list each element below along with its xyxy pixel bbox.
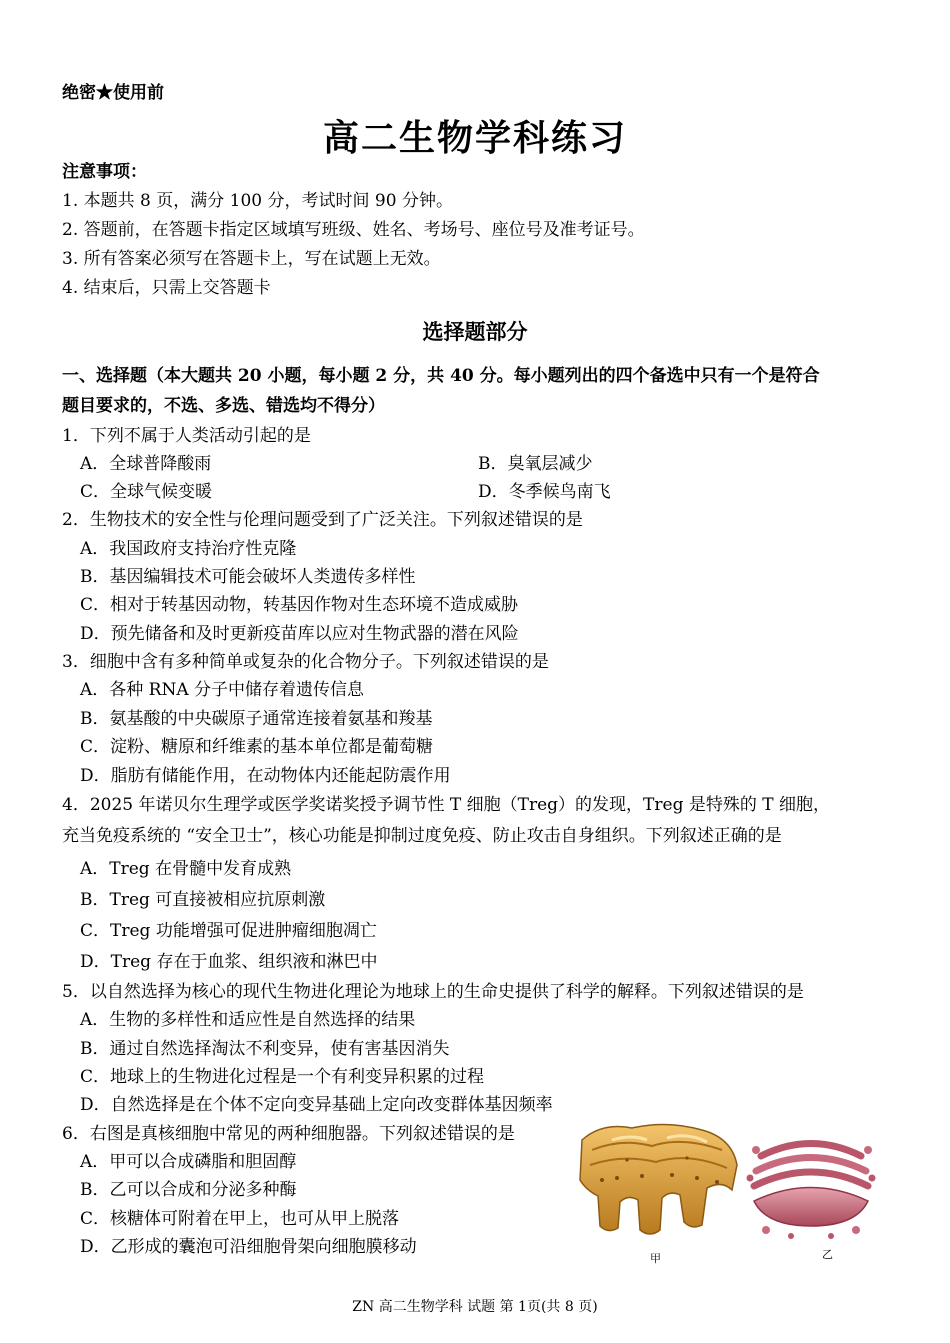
notes-heading: 注意事项： [62, 162, 147, 182]
option-d: D．乙形成的囊泡可沿细胞骨架向细胞膜移动 [80, 1237, 417, 1257]
option-d: D．Treg 存在于血浆、组织液和淋巴中 [80, 952, 378, 972]
note-item: 1. 本题共 8 页，满分 100 分，考试时间 90 分钟。 [62, 191, 453, 211]
question-stem: 4．2025 年诺贝尔生理学或医学奖诺奖授予调节性 T 细胞（Treg）的发现，Treg 是特殊的 T 细胞， [62, 795, 830, 815]
option-d: D．自然选择是在个体不定向变异基础上定向改变群体基因频率 [80, 1095, 553, 1115]
option-b: B．乙可以合成和分泌多种酶 [80, 1180, 297, 1200]
option-b: B．基因编辑技术可能会破坏人类遗传多样性 [80, 567, 416, 587]
option-c: C．相对于转基因动物，转基因作物对生态环境不造成威胁 [80, 595, 519, 615]
option-c: C．淀粉、糖原和纤维素的基本单位都是葡萄糖 [80, 737, 434, 757]
question-stem: 1．下列不属于人类活动引起的是 [62, 426, 311, 446]
page-footer: ZN 高二生物学科 试题 第 1页(共 8 页) [352, 1299, 598, 1315]
option-b: B．氨基酸的中央碳原子通常连接着氨基和羧基 [80, 709, 433, 729]
question-stem-cont: 充当免疫系统的 “安全卫士”，核心功能是抑制过度免疫、防止攻击自身组织。下列叙述正确的是 [62, 826, 782, 846]
option-d: D．冬季候鸟南飞 [478, 482, 611, 502]
confidential-mark: 绝密★使用前 [62, 83, 164, 103]
option-a: A．生物的多样性和适应性是自然选择的结果 [80, 1010, 416, 1030]
option-b: B．Treg 可直接被相应抗原刺激 [80, 890, 326, 910]
note-item: 4. 结束后，只需上交答题卡 [62, 278, 271, 298]
question-stem: 3．细胞中含有多种简单或复杂的化合物分子。下列叙述错误的是 [62, 652, 549, 672]
figure-label-jia: 甲 [650, 1252, 661, 1265]
section-title: 选择题部分 [422, 319, 528, 344]
option-a: A．各种 RNA 分子中储存着遗传信息 [80, 680, 365, 700]
question-stem: 2．生物技术的安全性与伦理问题受到了广泛关注。下列叙述错误的是 [62, 510, 583, 530]
option-d: D．预先储备和及时更新疫苗库以应对生物武器的潜在风险 [80, 624, 519, 644]
option-d: D．脂肪有储能作用，在动物体内还能起防震作用 [80, 766, 451, 786]
part-instructions-cont: 题目要求的，不选、多选、错选均不得分） [62, 396, 385, 416]
question-stem: 5．以自然选择为核心的现代生物进化理论为地球上的生命史提供了科学的解释。下列叙述错误的是 [62, 982, 804, 1002]
note-item: 3. 所有答案必须写在答题卡上，写在试题上无效。 [62, 249, 441, 269]
option-a: A．甲可以合成磷脂和胆固醇 [80, 1152, 297, 1172]
option-a: A．Treg 在骨髓中发育成熟 [80, 859, 292, 879]
exam-title: 高二生物学科练习 [322, 117, 627, 159]
option-a: A．我国政府支持治疗性克隆 [80, 539, 297, 559]
option-b: B．臭氧层减少 [478, 454, 593, 474]
option-c: C．全球气候变暖 [80, 482, 213, 502]
note-item: 2. 答题前，在答题卡指定区域填写班级、姓名、考场号、座位号及准考证号。 [62, 220, 645, 240]
option-c: C．地球上的生物进化过程是一个有利变异积累的过程 [80, 1067, 485, 1087]
option-b: B．通过自然选择淘汰不利变异，使有害基因消失 [80, 1039, 450, 1059]
option-c: C．核糖体可附着在甲上，也可从甲上脱落 [80, 1209, 400, 1229]
option-c: C．Treg 功能增强可促进肿瘤细胞凋亡 [80, 921, 377, 941]
question-stem: 6．右图是真核细胞中常见的两种细胞器。下列叙述错误的是 [62, 1124, 515, 1144]
endoplasmic-reticulum-illustration [572, 1120, 742, 1250]
option-a: A．全球普降酸雨 [80, 454, 212, 474]
part-instructions: 一、选择题（本大题共 20 小题，每小题 2 分，共 40 分。每小题列出的四个备选中只有一个是符合 [62, 366, 820, 386]
golgi-apparatus-illustration [746, 1126, 876, 1244]
figure-label-yi: 乙 [822, 1248, 833, 1261]
